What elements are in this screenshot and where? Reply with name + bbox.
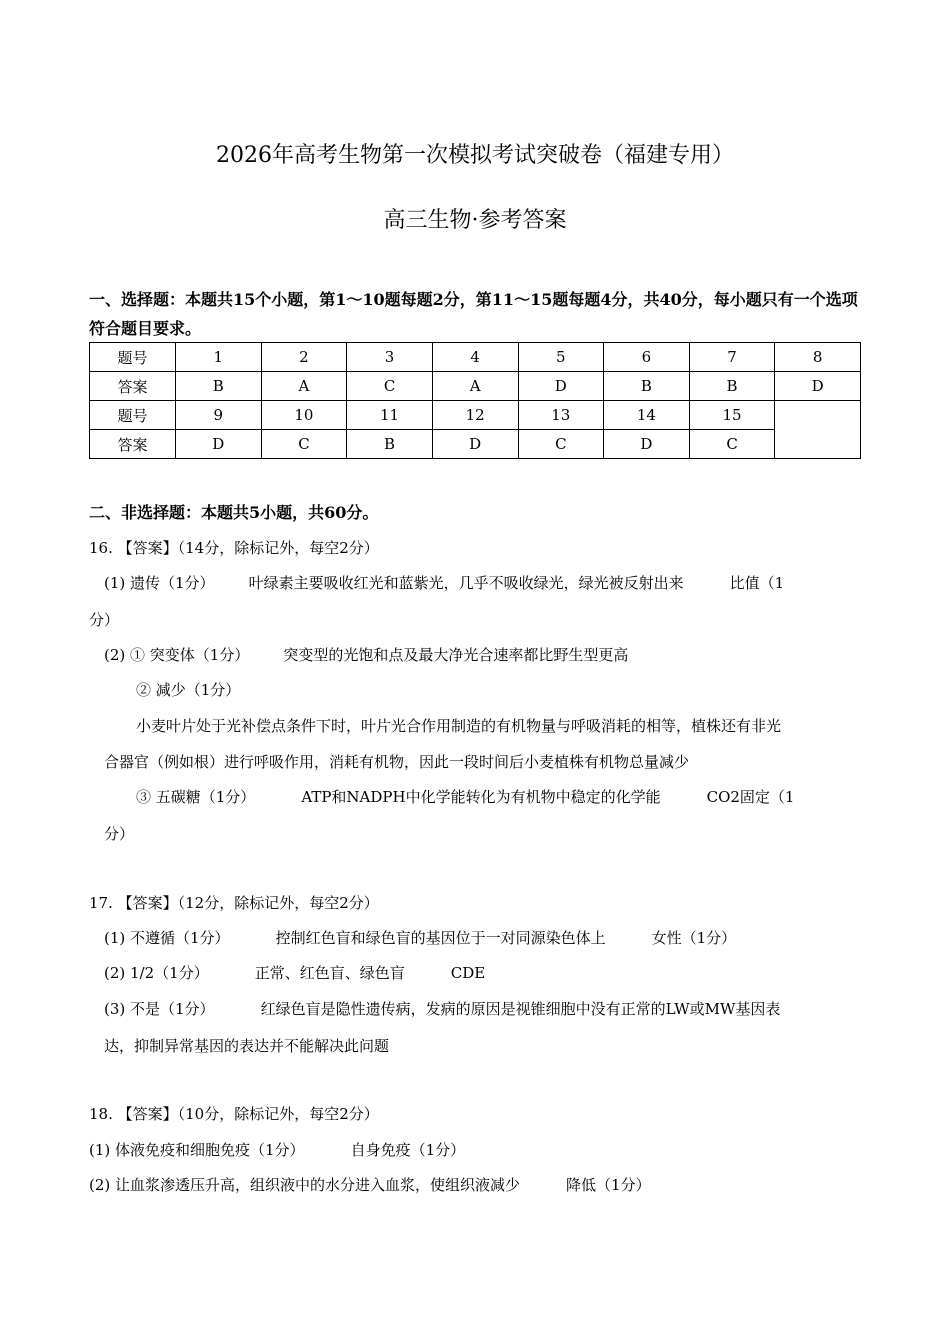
answer-cell: A xyxy=(261,372,347,401)
answer-text: (2) ① 突变体（1分） xyxy=(104,646,250,664)
table-row xyxy=(90,372,861,401)
answer-text: 红绿色盲是隐性遗传病，发病的原因是视锥细胞中没有正常的LW或MW基因表 xyxy=(260,1000,781,1018)
question-number: 8 xyxy=(775,343,861,372)
answer-text: (1) 遗传（1分） xyxy=(104,574,215,592)
q16-part2-line xyxy=(104,645,628,665)
section-1-heading: 一、选择题：本题共15个小题，第1～10题每题2分，第11～15题每题4分，共40分，每小题只有一个选项符合题目要求。 xyxy=(89,290,858,338)
question-number: 9 xyxy=(176,401,262,430)
answer-text: (2) 1/2（1分） xyxy=(104,964,209,982)
answer-table xyxy=(89,342,861,459)
answer-text: 比值（1 xyxy=(729,574,785,592)
answer-text: ③ 五碳糖（1分） xyxy=(136,788,256,806)
answer-cell: D xyxy=(775,372,861,401)
answer-cell: B xyxy=(176,372,262,401)
q17-part3-cont: 达，抑制异常基因的表达并不能解决此问题 xyxy=(104,1037,390,1055)
q16-part2-explain: 小麦叶片处于光补偿点条件下时，叶片光合作用制造的有机物量与呼吸消耗的相等，植株还有非光 xyxy=(136,717,782,735)
table-row xyxy=(90,401,861,430)
question-number: 2 xyxy=(261,343,347,372)
answer-cell: D xyxy=(518,372,604,401)
q16-part2-sub2: ② 减少（1分） xyxy=(136,681,241,699)
q18-part1-line xyxy=(89,1140,465,1160)
answer-text: 正常、红色盲、绿色盲 xyxy=(254,964,405,982)
q16-header: 16. 【答案】（14分，除标记外，每空2分） xyxy=(89,539,379,557)
table-row xyxy=(90,343,861,372)
answer-text: 降低（1分） xyxy=(566,1176,651,1194)
q16-part1-line xyxy=(104,573,784,593)
question-number: 7 xyxy=(689,343,775,372)
q16-part2-cont: 分） xyxy=(104,825,135,843)
answer-cell: C xyxy=(518,430,604,459)
row-label: 题号 xyxy=(90,401,176,430)
answer-text: 控制红色盲和绿色盲的基因位于一对同源染色体上 xyxy=(275,929,606,947)
row-label: 答案 xyxy=(90,372,176,401)
answer-text: 女性（1分） xyxy=(651,929,737,947)
answer-cell: A xyxy=(432,372,518,401)
question-number: 13 xyxy=(518,401,604,430)
question-number: 12 xyxy=(432,401,518,430)
question-number: 5 xyxy=(518,343,604,372)
question-number: 4 xyxy=(432,343,518,372)
q18-header: 18. 【答案】（10分，除标记外，每空2分） xyxy=(89,1105,379,1123)
answer-cell: C xyxy=(347,372,433,401)
page-title: 2026年高考生物第一次模拟考试突破卷（福建专用） xyxy=(216,143,734,168)
q17-part2-line xyxy=(104,963,485,983)
answer-text: (1) 体液免疫和细胞免疫（1分） xyxy=(89,1141,305,1159)
row-label: 答案 xyxy=(90,430,176,459)
question-number: 6 xyxy=(604,343,690,372)
answer-cell: C xyxy=(261,430,347,459)
q16-part1-cont: 分） xyxy=(89,611,120,629)
answer-text: 自身免疫（1分） xyxy=(350,1141,466,1159)
q17-part1-line xyxy=(104,928,736,948)
answer-cell: D xyxy=(604,430,690,459)
answer-cell: D xyxy=(176,430,262,459)
answer-text: 叶绿素主要吸收红光和蓝紫光，几乎不吸收绿光，绿光被反射出来 xyxy=(248,574,684,592)
q16-part2-explain-cont: 合器官（例如根）进行呼吸作用，消耗有机物，因此一段时间后小麦植株有机物总量减少 xyxy=(104,753,690,771)
answer-text: (3) 不是（1分） xyxy=(104,1000,215,1018)
page-subtitle: 高三生物·参考答案 xyxy=(383,208,567,233)
answer-text: (1) 不遵循（1分） xyxy=(104,929,230,947)
question-number: 14 xyxy=(604,401,690,430)
answer-text: CDE xyxy=(450,964,486,982)
answer-cell: B xyxy=(689,372,775,401)
q16-part2-sub3 xyxy=(136,787,794,807)
question-number: 3 xyxy=(347,343,433,372)
answer-text: CO2固定（1 xyxy=(706,788,795,806)
answer-text: 突变型的光饱和点及最大净光合速率都比野生型更高 xyxy=(283,646,629,664)
question-number: 10 xyxy=(261,401,347,430)
answer-cell: D xyxy=(432,430,518,459)
answer-cell: B xyxy=(347,430,433,459)
answer-text: ATP和NADPH中化学能转化为有机物中稳定的化学能 xyxy=(301,788,661,806)
answer-cell: B xyxy=(604,372,690,401)
question-number: 1 xyxy=(176,343,262,372)
q17-header: 17. 【答案】（12分，除标记外，每空2分） xyxy=(89,894,379,912)
answer-text: (2) 让血浆渗透压升高，组织液中的水分进入血浆，使组织液减少 xyxy=(89,1176,521,1194)
q18-part2-line xyxy=(89,1175,651,1195)
answer-cell: C xyxy=(689,430,775,459)
row-label: 题号 xyxy=(90,343,176,372)
question-number: 15 xyxy=(689,401,775,430)
empty-cell xyxy=(775,401,861,459)
question-number: 11 xyxy=(347,401,433,430)
section-2-heading: 二、非选择题：本题共5小题，共60分。 xyxy=(89,503,379,522)
table-row xyxy=(90,430,861,459)
q17-part3-line xyxy=(104,999,780,1019)
